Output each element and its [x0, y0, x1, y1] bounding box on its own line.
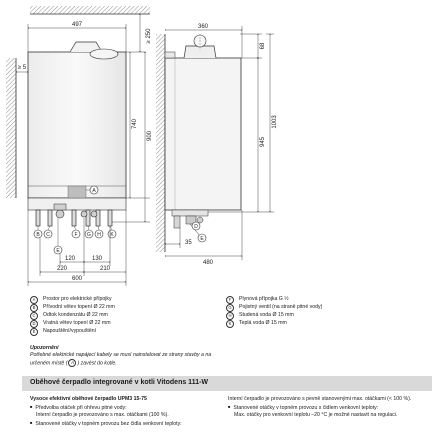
dim-1003: 1003 [272, 115, 278, 129]
legend-item [30, 296, 220, 304]
legend-text: Studená voda Ø 15 mm [239, 312, 294, 319]
conn-k-label: K [110, 231, 114, 238]
dim-210: 210 [99, 266, 111, 272]
ceiling-hatch [30, 6, 150, 14]
conn-b-label: B [36, 231, 40, 238]
dim-360: 360 [197, 24, 209, 30]
legend-text: Napouštění/vypouštění [43, 328, 97, 335]
note-marker: A [68, 359, 76, 367]
dim-220: 220 [56, 266, 68, 272]
legend-key: D [30, 320, 38, 328]
dim-740: 740 [132, 118, 138, 130]
wall-hatch-left [6, 58, 16, 198]
dim-497: 497 [71, 22, 83, 28]
pump-bullet: ■ Stanovené otáčky v topném provozu bez čidla venkovní teploty: [30, 419, 215, 428]
pump-indent-text: Interní čerpadlo je provozováno s max. otáčkami (100 %). [36, 412, 169, 418]
legend-key: E [30, 328, 38, 336]
conn-h-label: H [97, 231, 101, 238]
marker-d-label: D [194, 223, 198, 230]
legend-text: Vratná větev topení Ø 22 mm [43, 320, 111, 327]
boiler-side-view [165, 34, 241, 236]
legend-item [30, 328, 220, 336]
legend-key: C [30, 312, 38, 320]
boiler-front-view [28, 42, 126, 226]
legend-item [226, 296, 416, 304]
conn-c-label: C [46, 231, 50, 238]
section-title: Oběhové čerpadlo integrované v kotli Vitodens 111-W [30, 379, 209, 386]
legend-key: A [30, 296, 38, 304]
legend-text: Plynová přípojka G ½ [239, 296, 289, 303]
conn-e-label: E [56, 247, 60, 254]
marker-e-label: E [200, 235, 204, 242]
legend-item [30, 312, 220, 320]
pump-bullet: ■ Předvolba otáček při ohřevu pitné vody: [30, 403, 215, 412]
wall-hatch-side [156, 34, 165, 252]
legend-key: B [30, 304, 38, 312]
dim-900: 900 [147, 130, 153, 142]
conn-f-label: F [74, 231, 78, 238]
legend-text: Odtok kondenzátu Ø 22 mm [43, 312, 108, 319]
dim-clearance-left: ≥ 5 [17, 65, 27, 71]
note-text-before: Potřebné elektrické napájecí kabely se musí nainstalovat ze strany stavby a na určeném místě ( [30, 352, 212, 367]
legend-text: Přívodní větev topení Ø 22 mm [43, 304, 115, 311]
legend-key: K [226, 320, 234, 328]
dim-35: 35 [185, 240, 192, 246]
note-body [30, 352, 220, 367]
warning-note [30, 345, 220, 367]
legend-text: Prostor pro elektrické přípojky [43, 296, 112, 303]
legend-item [30, 304, 220, 312]
dim-945: 945 [260, 136, 266, 148]
pump-heading: Vysoce efektivní oběhové čerpadlo UPM3 15-75 [30, 396, 147, 402]
dim-600: 600 [71, 276, 83, 282]
note-title: Upozornění [30, 345, 59, 351]
legend-item [30, 320, 220, 328]
dim-clearance-top: ≥ 250 [146, 28, 152, 44]
pump-indent-text: Max. otáčky pro venkovní teplotu –20 °C je možné nastavit na regulaci. [234, 412, 398, 418]
legend-key: H [226, 312, 234, 320]
legend-key: G [226, 304, 234, 312]
legend-item [226, 320, 416, 328]
pump-info-right [228, 396, 418, 419]
legend-left [30, 296, 220, 336]
marker-a-label: A [92, 187, 96, 194]
electrical-area [68, 186, 86, 198]
legend-item [226, 312, 416, 320]
dim-130: 130 [91, 256, 103, 262]
legend-right [226, 296, 416, 328]
legend-key: F [226, 296, 234, 304]
legend-item [226, 304, 416, 312]
pump-info-left [30, 396, 215, 428]
dim-120: 120 [64, 256, 76, 262]
legend-text: Teplá voda Ø 15 mm [239, 320, 287, 327]
note-text-after: ) zavést do kotle. [77, 360, 117, 367]
pump-bullet: ■ Stanovené otáčky v topném provozu s čidlem venkovní teploty: [228, 403, 418, 412]
dim-480: 480 [202, 260, 214, 266]
conn-g-label: G [87, 231, 91, 238]
pump-plain-text: Interní čerpadlo je provozováno s pevně stanovenými max. otáčkami (< 100 %). [228, 396, 412, 402]
dim-68: 68 [260, 42, 266, 50]
legend-text: Pojistný ventil (na straně pitné vody) [239, 304, 323, 311]
